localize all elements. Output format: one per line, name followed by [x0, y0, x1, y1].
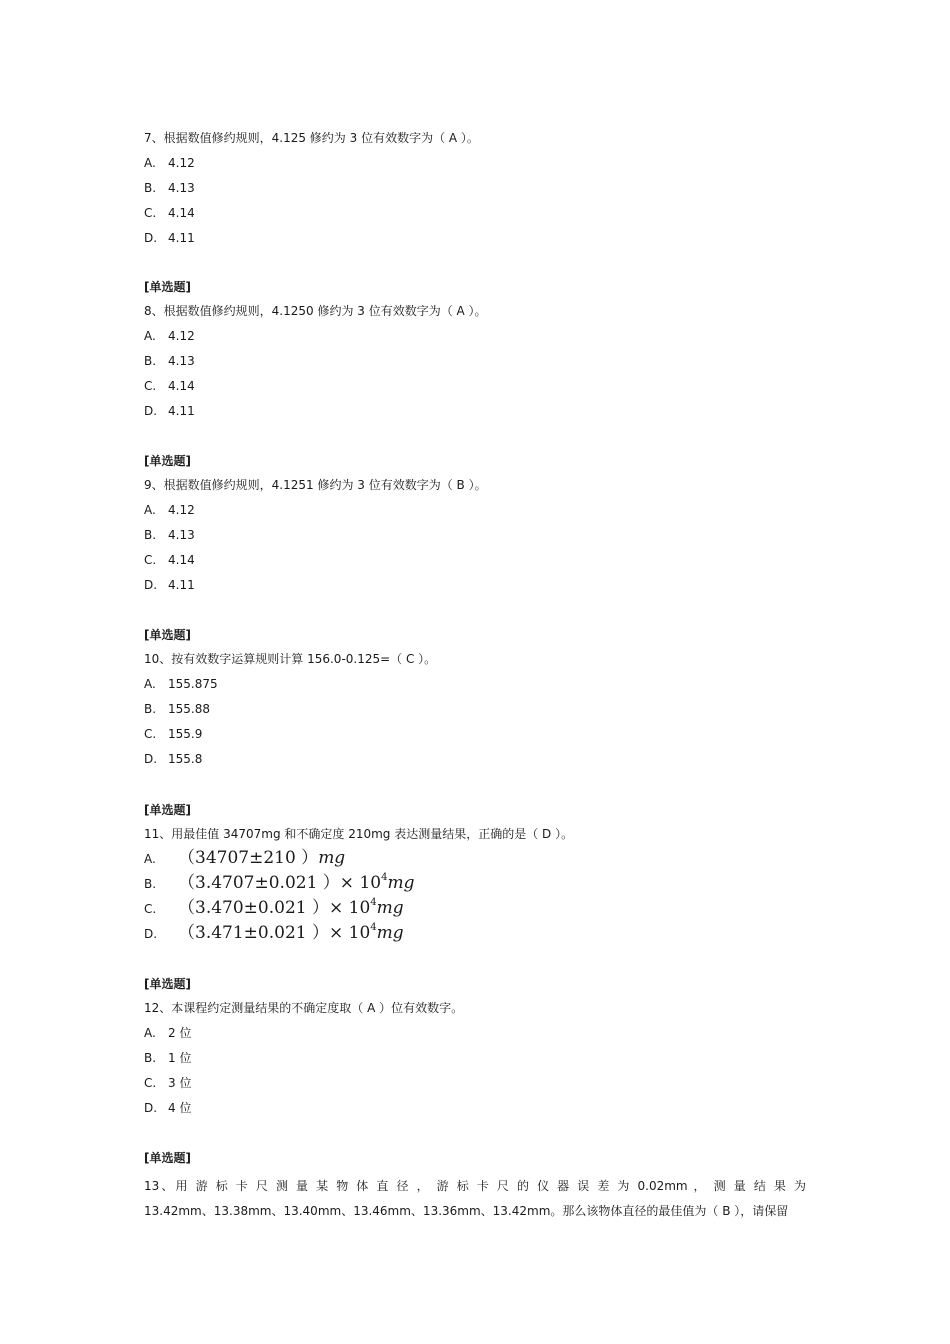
question-type-tag: [单选题] [144, 280, 191, 294]
option-d [144, 577, 806, 602]
question-stem: 7、根据数值修约规则，4.125 修约为 3 位有效数字为（ A ）。 [144, 131, 479, 145]
option-c [144, 205, 806, 230]
option-b [144, 527, 806, 552]
option-letter: A. [144, 852, 156, 866]
option-text: 4.14 [168, 379, 195, 393]
question-type-tag: [单选题] [144, 803, 191, 817]
math-exponent: 4 [370, 922, 377, 933]
option-b [144, 180, 806, 205]
option-letter: D. [144, 1101, 158, 1115]
option-text: 4.12 [168, 503, 195, 517]
option-letter: B. [144, 528, 157, 542]
math-unit: mg [387, 873, 415, 893]
option-letter: C. [144, 1076, 157, 1090]
option-text: 4.14 [168, 206, 195, 220]
question-12 [144, 976, 806, 1125]
option-b [144, 1050, 806, 1075]
option-letter: B. [144, 354, 157, 368]
option-letter: D. [144, 578, 158, 592]
question-stem-line-1: 13、用 游 标 卡 尺 测 量 某 物 体 直 径 ， 游 标 卡 尺 的 仪 器 误 差 为 0.02mm ， 测 量 结 果 为 [144, 1179, 806, 1193]
option-letter: A. [144, 503, 156, 517]
option-text: 4.11 [168, 578, 195, 592]
option-d [144, 1100, 806, 1125]
math-main: （34707±210 ） [178, 848, 319, 868]
option-letter: A. [144, 677, 156, 691]
option-c [144, 378, 806, 403]
option-text: 155.88 [168, 702, 210, 716]
option-letter: D. [144, 404, 158, 418]
option-text: 4.14 [168, 553, 195, 567]
option-letter: D. [144, 752, 158, 766]
option-letter: B. [144, 181, 157, 195]
math-exponent: 4 [370, 897, 377, 908]
option-letter: C. [144, 553, 157, 567]
option-text: 4 位 [168, 1101, 192, 1115]
option-d [144, 751, 806, 776]
option-a [144, 1025, 806, 1050]
option-letter: D. [144, 231, 158, 245]
question-type-tag: [单选题] [144, 977, 191, 991]
option-letter: B. [144, 877, 157, 891]
option-letter: B. [144, 702, 157, 716]
option-text: 4.13 [168, 354, 195, 368]
option-text: 4.13 [168, 181, 195, 195]
option-a [144, 502, 806, 527]
question-9 [144, 453, 806, 602]
option-letter: C. [144, 206, 157, 220]
option-a [144, 328, 806, 353]
option-d [144, 403, 806, 428]
option-letter: A. [144, 1026, 156, 1040]
math-expression [178, 922, 404, 951]
math-main: （3.4707±0.021 ）× 10 [178, 873, 382, 893]
question-11 [144, 802, 806, 951]
option-letter: D. [144, 927, 158, 941]
option-letter: A. [144, 329, 156, 343]
option-a [144, 155, 806, 180]
option-c [144, 1075, 806, 1100]
question-stem-line-2: 13.42mm、13.38mm、13.40mm、13.46mm、13.36mm、13.42mm。那么该物体直径的最佳值为（ B ），请保留 [144, 1204, 789, 1218]
option-b [144, 353, 806, 378]
math-exponent: 4 [381, 872, 388, 883]
option-b [144, 701, 806, 726]
option-text: 4.12 [168, 329, 195, 343]
option-text: 155.8 [168, 752, 203, 766]
option-text: 155.9 [168, 727, 203, 741]
math-main: （3.470±0.021 ）× 10 [178, 898, 371, 918]
question-8 [144, 279, 806, 428]
question-7 [144, 130, 806, 255]
question-type-tag: [单选题] [144, 1151, 191, 1165]
question-stem: 9、根据数值修约规则，4.1251 修约为 3 位有效数字为（ B ）。 [144, 478, 487, 492]
option-text: 4.11 [168, 404, 195, 418]
option-a [144, 676, 806, 701]
option-d [144, 922, 806, 951]
option-text: 2 位 [168, 1026, 192, 1040]
option-d [144, 230, 806, 255]
question-stem: 11、用最佳值 34707mg 和不确定度 210mg 表达测量结果，正确的是（ D ）。 [144, 827, 574, 841]
question-stem: 12、本课程约定测量结果的不确定度取（ A ）位有效数字。 [144, 1001, 464, 1015]
option-letter: C. [144, 902, 157, 916]
option-letter: C. [144, 379, 157, 393]
math-unit: mg [376, 923, 404, 943]
option-text: 3 位 [168, 1076, 192, 1090]
question-13 [144, 1150, 806, 1224]
option-letter: A. [144, 156, 156, 170]
math-main: （3.471±0.021 ）× 10 [178, 923, 371, 943]
question-stem: 8、根据数值修约规则，4.1250 修约为 3 位有效数字为（ A ）。 [144, 304, 487, 318]
option-text: 155.875 [168, 677, 218, 691]
question-type-tag: [单选题] [144, 628, 191, 642]
question-stem: 10、按有效数字运算规则计算 156.0-0.125=（ C ）。 [144, 652, 437, 666]
option-text: 4.12 [168, 156, 195, 170]
option-c [144, 726, 806, 751]
option-text: 1 位 [168, 1051, 192, 1065]
option-text: 4.11 [168, 231, 195, 245]
question-10 [144, 627, 806, 776]
option-letter: B. [144, 1051, 157, 1065]
option-text: 4.13 [168, 528, 195, 542]
option-c [144, 552, 806, 577]
math-unit: mg [376, 898, 404, 918]
math-unit: mg [318, 848, 346, 868]
question-type-tag: [单选题] [144, 454, 191, 468]
option-letter: C. [144, 727, 157, 741]
